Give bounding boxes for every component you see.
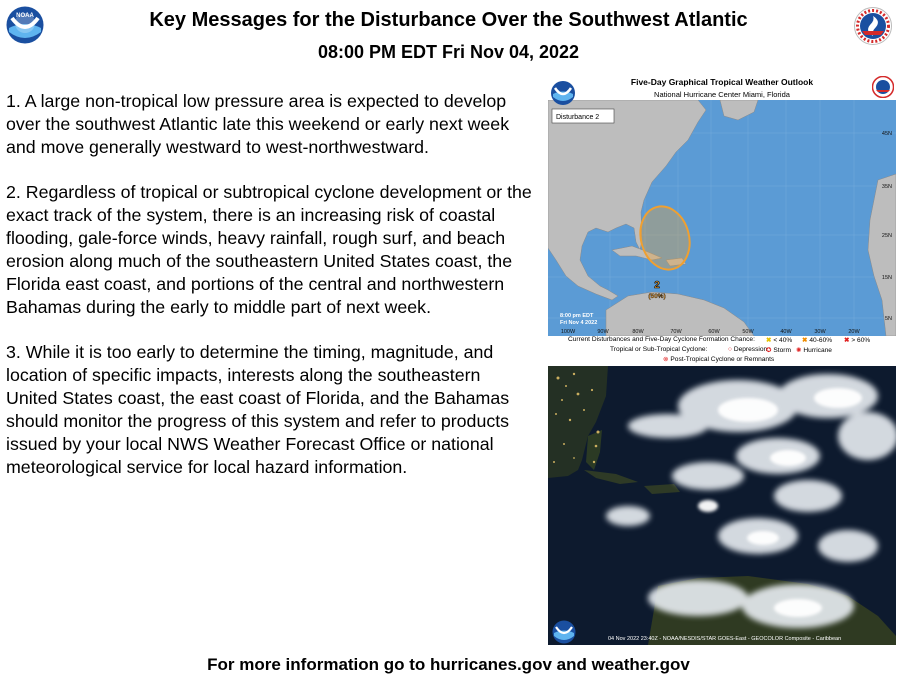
outlook-map bbox=[548, 100, 896, 336]
legend-depression bbox=[728, 346, 767, 353]
lon-label: 40W bbox=[780, 329, 792, 335]
lat-label: 45N bbox=[881, 131, 892, 137]
footer-text: For more information go to hurricanes.gov and weather.gov bbox=[207, 655, 690, 674]
disturbance-label: Disturbance 2 bbox=[556, 114, 600, 121]
outlook-map-panel bbox=[548, 70, 896, 362]
legend-storm bbox=[766, 346, 791, 354]
lat-label: 15N bbox=[881, 275, 892, 281]
outlook-map-title: Five-Day Graphical Tropical Weather Outlook bbox=[630, 77, 814, 87]
lon-label: 70W bbox=[670, 329, 682, 335]
legend-storm-text: Storm bbox=[773, 347, 791, 354]
storm-icon: ✪ bbox=[766, 347, 772, 354]
lat-label: 35N bbox=[881, 184, 892, 190]
legend-low-chance bbox=[766, 336, 792, 344]
legend-post-tropical-text: Post-Tropical Cyclone or Remnants bbox=[670, 356, 775, 363]
key-message-1: 1. A large non-tropical low pressure area is expected to develop over the southwest Atlantic late this weekend or early next week and move generally westward to west-northwestward. bbox=[6, 91, 510, 157]
key-message-2: 2. Regardless of tropical or subtropical cyclone development or the exact track of the system, there is an increasing risk of coastal flooding, gale-force winds, heavy rainfall, rough surf, and beach erosion along much of the southeastern United States coast, the Florida east coast, and portions of the central and northwestern Bahamas during the early to middle part of next week. bbox=[6, 182, 532, 317]
lon-label: 80W bbox=[632, 329, 644, 335]
map-date-label: Fri Nov 4 2022 bbox=[560, 320, 598, 326]
legend-hurricane-text: Hurricane bbox=[803, 347, 832, 354]
legend-high-chance bbox=[844, 336, 870, 344]
disturbance-chance: (50%) bbox=[648, 293, 666, 300]
lon-label: 20W bbox=[848, 329, 860, 335]
legend-high-text: > 60% bbox=[851, 337, 871, 344]
outlook-map-subtitle: National Hurricane Center Miami, Florida bbox=[654, 90, 790, 99]
legend-post-tropical bbox=[663, 355, 774, 363]
lon-label: 60W bbox=[708, 329, 720, 335]
lon-label: 30W bbox=[814, 329, 826, 335]
satellite-image bbox=[548, 366, 896, 645]
key-message-3: 3. While it is too early to determine the timing, magnitude, and location of specific impacts, interests along the southeastern United States coast, the east coast of Florida, and the Bahamas should monitor the progress of this system and refer to products issued by your local NWS Weather Forecast Office or national meteorological service for local hazard information. bbox=[6, 342, 510, 477]
x-mid-icon: ✖ bbox=[802, 337, 808, 344]
satellite-credit: 04 Nov 2022 23:40Z - NOAA/NESDIS/STAR GOES-East - GEOCOLOR Composite - Caribbean bbox=[608, 636, 842, 642]
page-title: Key Messages for the Disturbance Over the Southwest Atlantic bbox=[149, 9, 748, 31]
legend-cyclone-label: Tropical or Sub-Tropical Cyclone: bbox=[610, 346, 708, 353]
post-tropical-icon: ⊗ bbox=[663, 356, 669, 363]
legend-hurricane bbox=[796, 346, 832, 354]
depression-icon: ○ bbox=[728, 346, 732, 353]
legend-formation-label: Current Disturbances and Five-Day Cyclone Formation Chance: bbox=[568, 336, 755, 343]
lat-label: 5N bbox=[884, 316, 892, 322]
lon-label: 90W bbox=[597, 329, 609, 335]
svg-text:NOAA: NOAA bbox=[16, 13, 34, 19]
noaa-small-icon bbox=[550, 80, 576, 106]
x-high-icon: ✖ bbox=[844, 337, 850, 344]
legend-low-text: < 40% bbox=[773, 337, 793, 344]
nws-small-icon bbox=[872, 76, 894, 98]
legend-depression-text: Depression bbox=[733, 346, 768, 353]
lat-label: 25N bbox=[881, 233, 892, 239]
issuance-datetime: 08:00 PM EDT Fri Nov 04, 2022 bbox=[317, 42, 580, 62]
lon-label: 50W bbox=[742, 329, 754, 335]
lon-label: 100W bbox=[560, 329, 576, 335]
legend-mid-text: 40-60% bbox=[809, 337, 833, 344]
disturbance-number: 2 bbox=[654, 280, 660, 291]
x-low-icon: ✖ bbox=[766, 337, 772, 344]
key-messages bbox=[6, 90, 536, 501]
noaa-sat-logo bbox=[552, 620, 576, 644]
map-time-label: 8:00 pm EDT bbox=[560, 313, 594, 319]
legend-mid-chance bbox=[802, 336, 832, 344]
hurricane-icon: ✺ bbox=[796, 347, 802, 354]
